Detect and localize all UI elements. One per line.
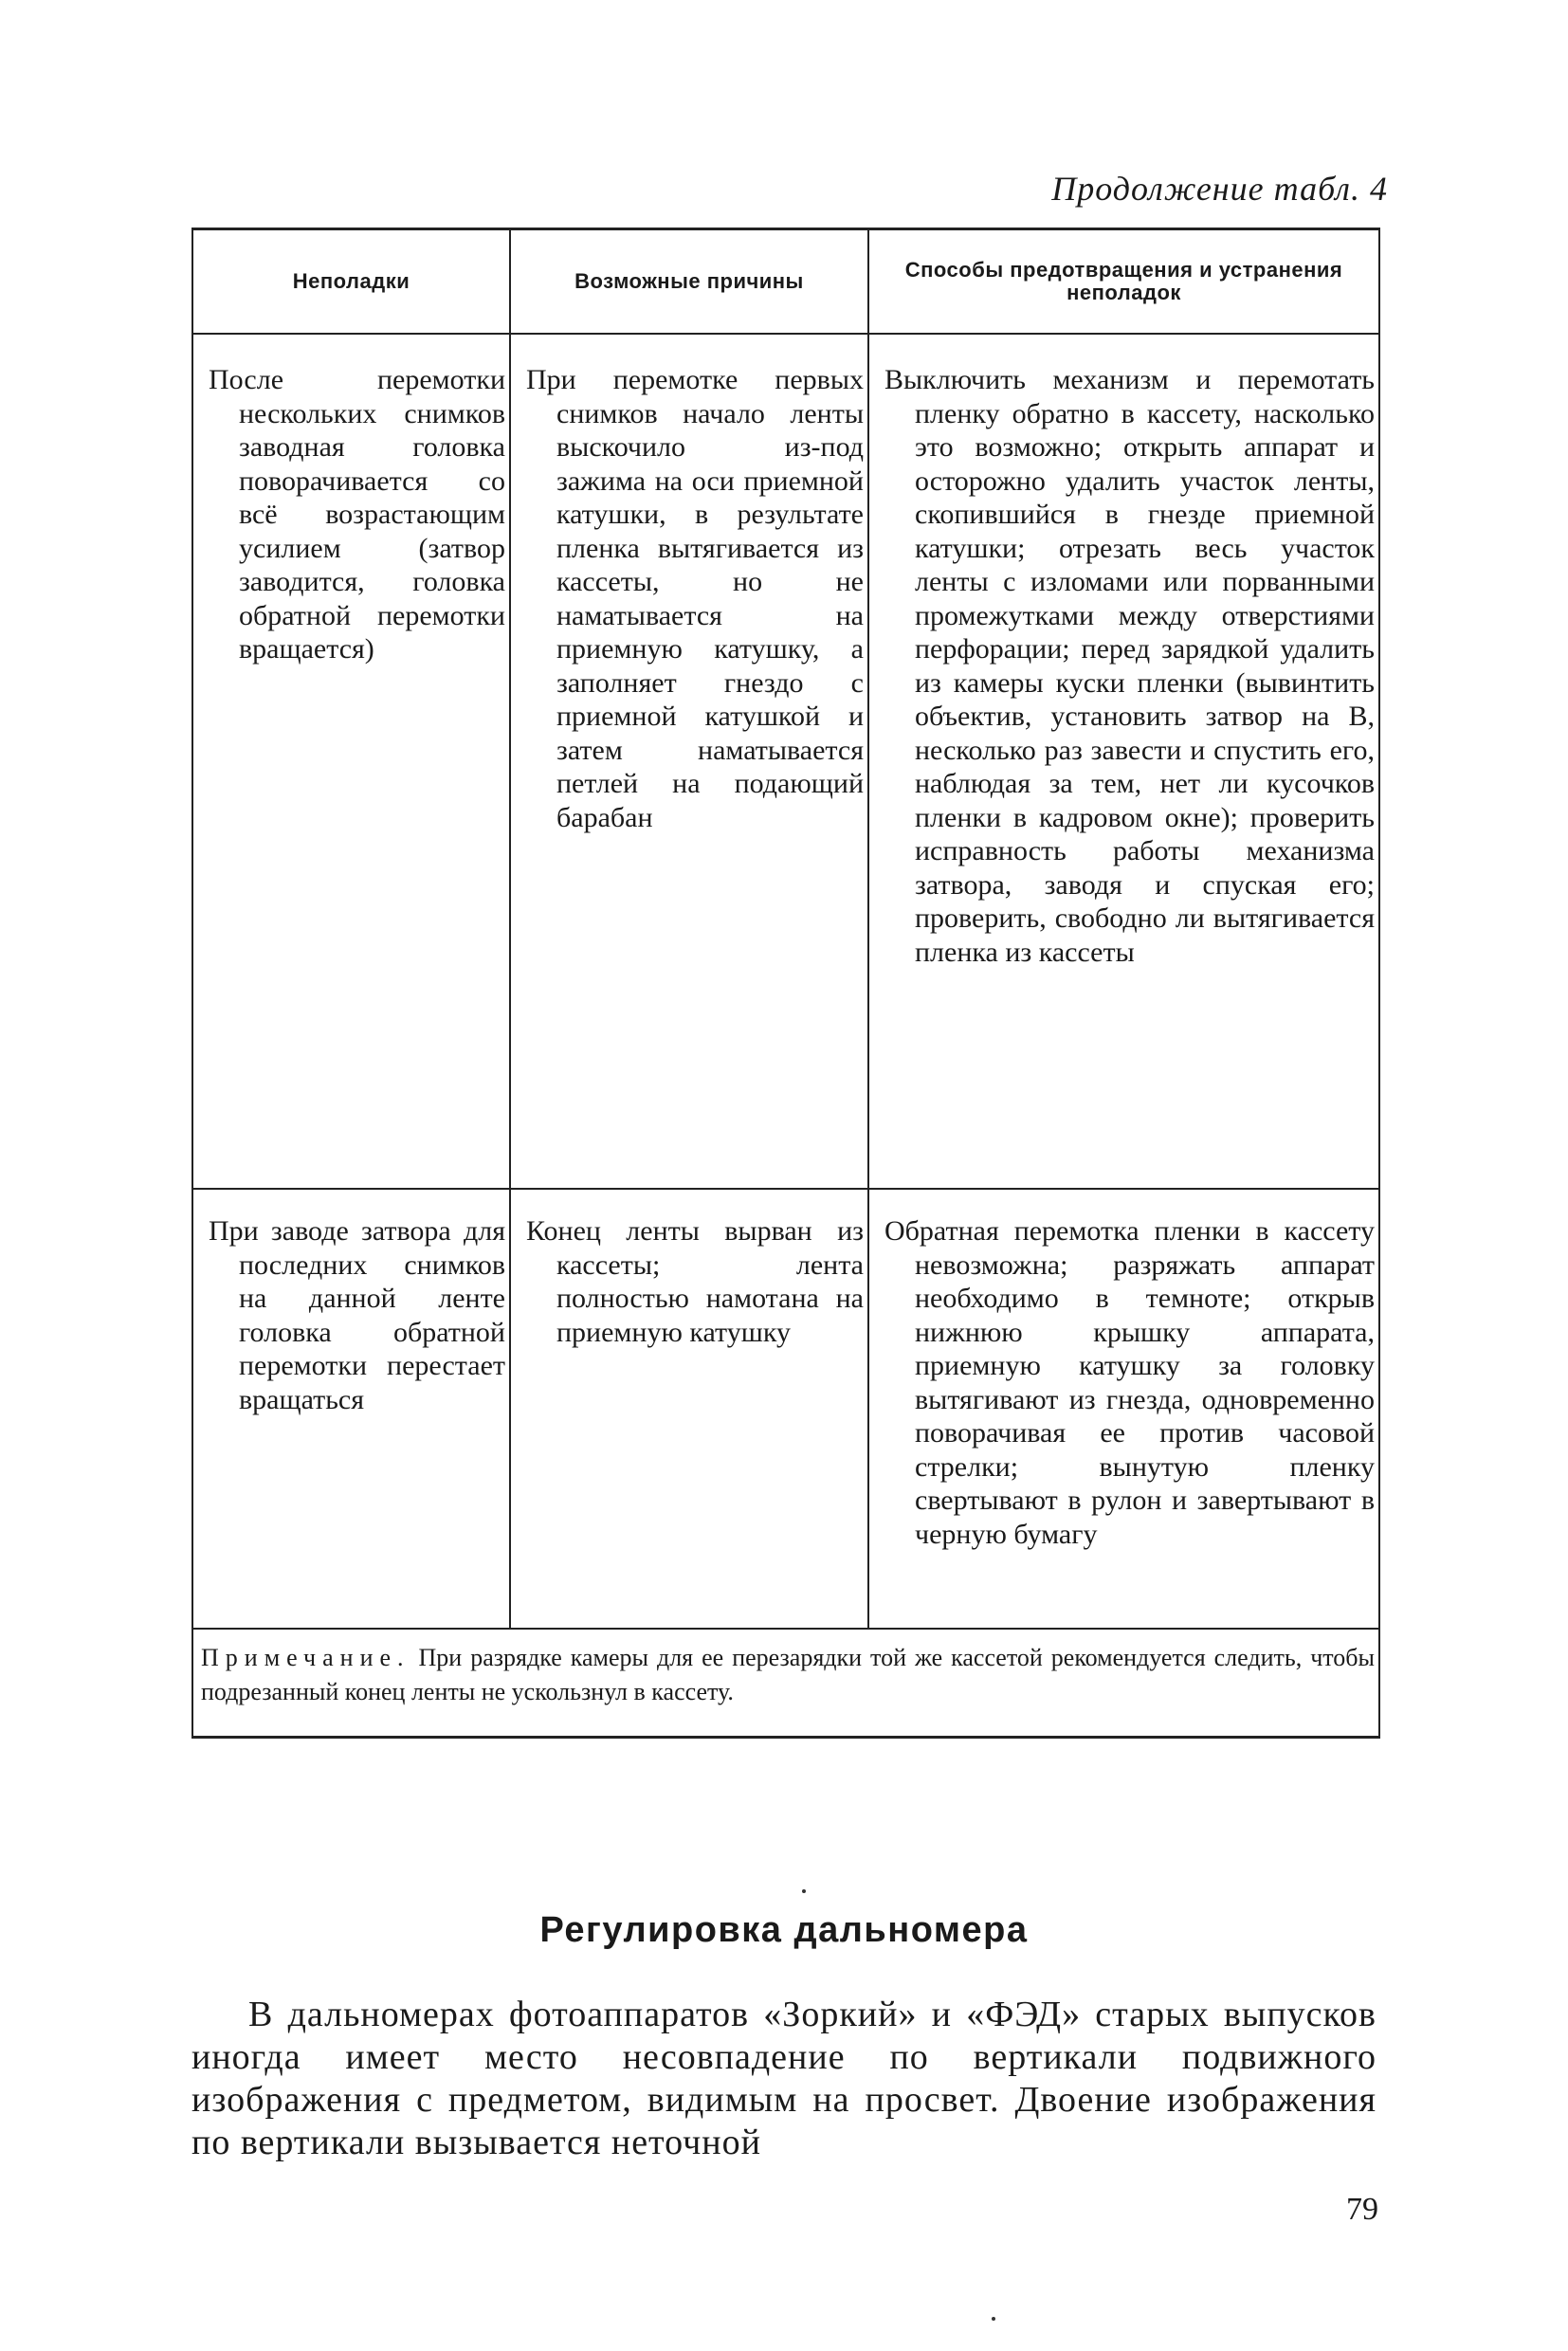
table-row	[193, 1190, 1378, 1630]
print-speck	[992, 2317, 995, 2321]
header-causes: Возможные причины	[509, 230, 867, 333]
header-remedies: Способы предотвращения и устранения неполадок	[867, 230, 1378, 333]
remedy-cell	[867, 335, 1378, 1188]
problem-text: При заводе затвора для последних снимков на данной ленте головка обратной перемотки перестает вращаться	[209, 1215, 505, 1415]
body-paragraph: В дальномерах фотоаппаратов «Зоркий» и «ФЭД» старых выпусков иногда имеет место несовпадение по вертикали подвижного изображения с предметом, видимым на просвет. Двоение изображения по вертикали вызывается неточной	[191, 1995, 1377, 2162]
remedy-text: Обратная перемотка пленки в кассету невозможна; разряжать аппарат необходимо в темноте; открыв нижнюю крышку аппарата, приемную катушку за головку вытягивают из гнезда, одновременно поворачивая ее против часовой стрелки; вынутую пленку свертывают в рулон и завертывают в черную бумагу	[884, 1215, 1375, 1550]
troubleshooting-table	[191, 228, 1380, 1739]
print-speck	[802, 1889, 806, 1893]
cause-cell	[509, 335, 867, 1188]
cause-text: Конец ленты вырван из кассеты; лента полностью намотана на приемную катушку	[526, 1215, 864, 1348]
section-title: Регулировка дальномера	[539, 1910, 1029, 1950]
table-header-row	[193, 230, 1378, 335]
problem-cell	[193, 335, 509, 1188]
remedy-cell	[867, 1190, 1378, 1628]
table-row	[193, 335, 1378, 1190]
page-number: 79	[1346, 2192, 1378, 2227]
note-label: Примечание.	[201, 1644, 410, 1671]
cause-cell	[509, 1190, 867, 1628]
table-note	[193, 1630, 1378, 1736]
header-problems: Неполадки	[292, 269, 410, 293]
problem-cell	[193, 1190, 509, 1628]
cause-text: При перемотке первых снимков начало ленты выскочило из-под зажима на оси приемной катушки, в результате пленка вытягивается из кассеты, но не наматывается на приемную катушку, а заполняет гнездо с приемной катушкой и затем наматывается петлей на подающий барабан	[526, 364, 864, 833]
problem-text: После перемотки нескольких снимков заводная головка поворачивается со всё возрастающим усилием (затвор заводится, головка обратной перемотки вращается)	[209, 364, 505, 665]
remedy-text: Выключить механизм и перемотать пленку обратно в кассету, насколько это возможно; открыть аппарат и осторожно удалить участок ленты, скопившийся в гнезде приемной катушки; отрезать весь участок ленты с изломами или порванными промежутками между отверстиями перфорации; перед зарядкой удалить из камеры куски пленки (вывинтить объектив, установить затвор на В, несколько раз завести и спустить его, наблюдая за тем, нет ли кусочков пленки в кадровом окне); проверить исправность работы механизма затвора, заводя и спуская его; проверить, свободно ли вытягивается пленка из кассеты	[884, 364, 1375, 968]
table-caption: Продолжение табл. 4	[1051, 170, 1388, 208]
note-text: При разрядке камеры для ее перезарядки той же кассетой рекомендуется следить, чтобы подрезанный конец ленты не ускользнул в кассету.	[201, 1644, 1376, 1705]
